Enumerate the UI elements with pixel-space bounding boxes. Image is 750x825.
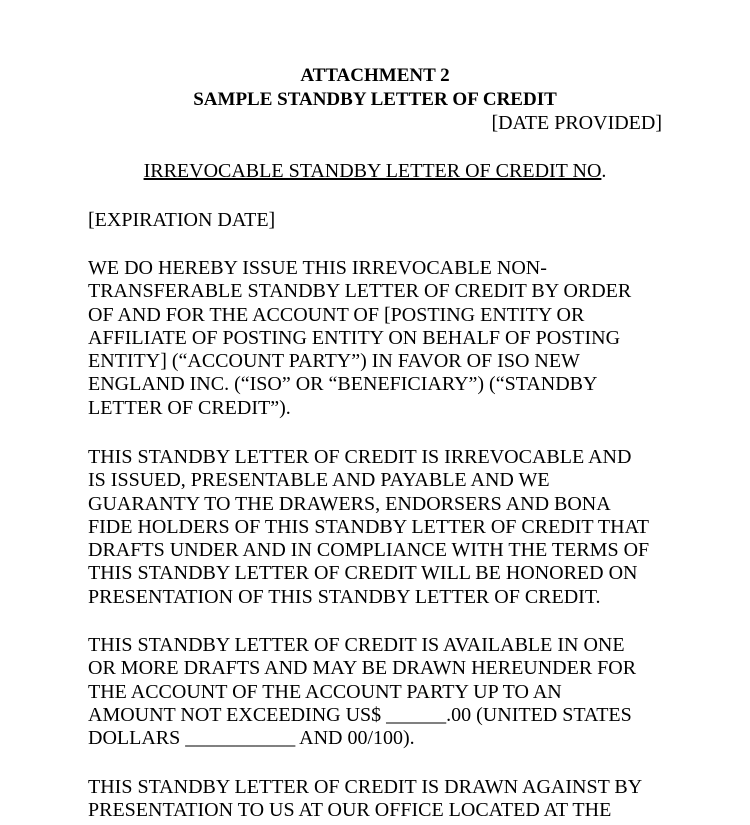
paragraph-line: GUARANTY TO THE DRAWERS, ENDORSERS AND BONA [88,492,611,515]
paragraph-line: OF AND FOR THE ACCOUNT OF [POSTING ENTITY OR [88,303,585,326]
paragraph-line: THE ACCOUNT OF THE ACCOUNT PARTY UP TO AN [88,680,562,703]
paragraph-availability [88,634,668,750]
paragraph-line: AMOUNT NOT EXCEEDING US$ ______.00 (UNITED STATES [88,703,632,726]
document-title: SAMPLE STANDBY LETTER OF CREDIT [193,89,557,110]
paragraph-line: THIS STANDBY LETTER OF CREDIT WILL BE HONORED ON [88,562,638,585]
paragraph-line: DRAFTS UNDER AND IN COMPLIANCE WITH THE TERMS OF [88,539,650,562]
letter-of-credit-number-suffix: . [601,160,607,182]
paragraph-line: ENGLAND INC. (“ISO” OR “BENEFICIARY”) (“STANDBY [88,373,598,396]
paragraph-line: THIS STANDBY LETTER OF CREDIT IS IRREVOCABLE AND [88,446,632,468]
paragraph-line: DOLLARS ___________ AND 00/100). [88,727,415,750]
paragraph-line: ENTITY] (“ACCOUNT PARTY”) IN FAVOR OF ISO NEW [88,350,580,373]
paragraph-line: OR MORE DRAFTS AND MAY BE DRAWN HEREUNDER FOR [88,657,637,680]
paragraph-line: THIS STANDBY LETTER OF CREDIT IS DRAWN AGAINST BY [88,776,643,798]
attachment-heading: ATTACHMENT 2 [300,65,450,86]
paragraph-line: PRESENTATION TO US AT OUR OFFICE LOCATED AT THE [88,799,612,822]
date-provided: [DATE PROVIDED] [491,112,662,134]
paragraph-irrevocable [88,446,668,609]
paragraph-line: WE DO HEREBY ISSUE THIS IRREVOCABLE NON- [88,257,547,279]
paragraph-line: FIDE HOLDERS OF THIS STANDBY LETTER OF CREDIT THAT [88,515,650,538]
paragraph-presentation [88,776,668,823]
paragraph-line: LETTER OF CREDIT”). [88,396,291,419]
letter-of-credit-number-label: IRREVOCABLE STANDBY LETTER OF CREDIT NO [143,160,602,182]
paragraph-line: PRESENTATION OF THIS STANDBY LETTER OF CREDIT. [88,585,601,608]
paragraph-line: TRANSFERABLE STANDBY LETTER OF CREDIT BY ORDER [88,280,632,303]
paragraph-line: THIS STANDBY LETTER OF CREDIT IS AVAILABLE IN ONE [88,634,625,656]
paragraph-line: AFFILIATE OF POSTING ENTITY ON BEHALF OF POSTING [88,326,621,349]
paragraph-line: IS ISSUED, PRESENTABLE AND PAYABLE AND WE [88,469,550,492]
expiration-date: [EXPIRATION DATE] [88,209,276,231]
letter-of-credit-number [0,159,750,183]
paragraph-issuance [88,257,668,420]
